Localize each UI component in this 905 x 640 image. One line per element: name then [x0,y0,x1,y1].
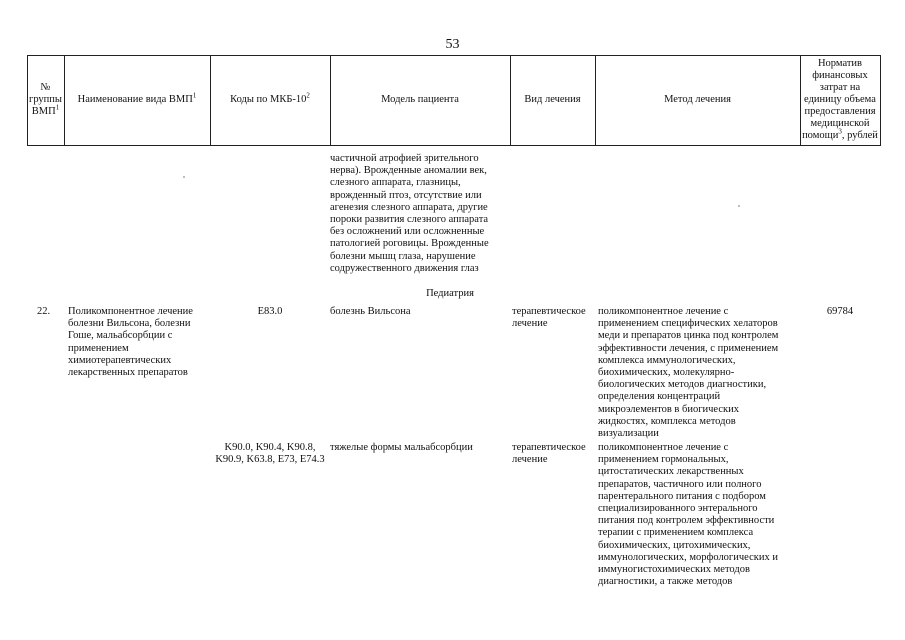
scan-speck [183,176,185,178]
header-norm: Норматив финансовых затрат на единицу объема предоставления медицинской помощи$^3$, рублей [802,58,878,141]
col-divider [880,55,881,145]
header-bottom-rule [27,145,881,146]
header-treatment: Вид лечения [524,94,581,105]
row-treatment-type: терапевтическое лечение [512,306,586,330]
row-patient-model: тяжелые формы мальабсорбции [330,442,473,453]
row-group-number: 22. [37,306,51,317]
row-norm-cost: 69784 [826,306,854,317]
header-method: Метод лечения [664,94,731,105]
row-treatment-method: поликомпонентное лечение с применением специфических хелаторов меди и препаратов цинка под контролем эффективности лечения, с применением комплекса иммунологических, биохимических, молекулярно- биологических методов диагностики, определения концентраций микроэлементов в биогических жидкостях, комплекса методов визуализации [598,306,779,440]
section-label: Педиатрия [426,288,474,299]
row-name: Поликомпонентное лечение болезни Вильсона, болезни Гоше, мальабсорбции с применением химиотерапевтических лекарственных препаратов [68,306,193,379]
continued-patient-model: частичной атрофией зрительного нерва). Врожденные аномалии век, слезного аппарата, глазницы, врожденный птоз, отсутствие или агенезия слезного аппарата, другие пороки развития слезного аппарата без осложнений или осложненные патологией роговицы. Врожденные болезни мышц глаза, нарушение содружественного движения глаз [330,153,489,274]
header-model: Модель пациента [381,94,459,105]
header-name: Наименование вида ВМП$^1$ [77,91,197,105]
row-codes: E83.0 [257,306,283,317]
row-patient-model: болезнь Вильсона [330,306,411,317]
page-number: 53 [445,37,460,52]
header-group: № группы ВМП$^1$ [29,82,62,117]
row-treatment-method: поликомпонентное лечение с применением гормональных, цитостатических лекарственных препаратов, частичного или полного парентерального питания с подбором специализированного энтерального питания под контролем эффективности терапии с применением комплекса биохимических, цитохимических, иммунологических, морфологических и иммуногистохимических методов диагностики, а также методов [598,442,778,588]
row-codes: K90.0, K90.4, K90.8, K90.9, K63.8, E73, E74.3 [215,442,325,466]
scan-speck [738,205,740,207]
header-codes: Коды по МКБ-$10^2$ [230,91,310,105]
row-treatment-type: терапевтическое лечение [512,442,586,466]
